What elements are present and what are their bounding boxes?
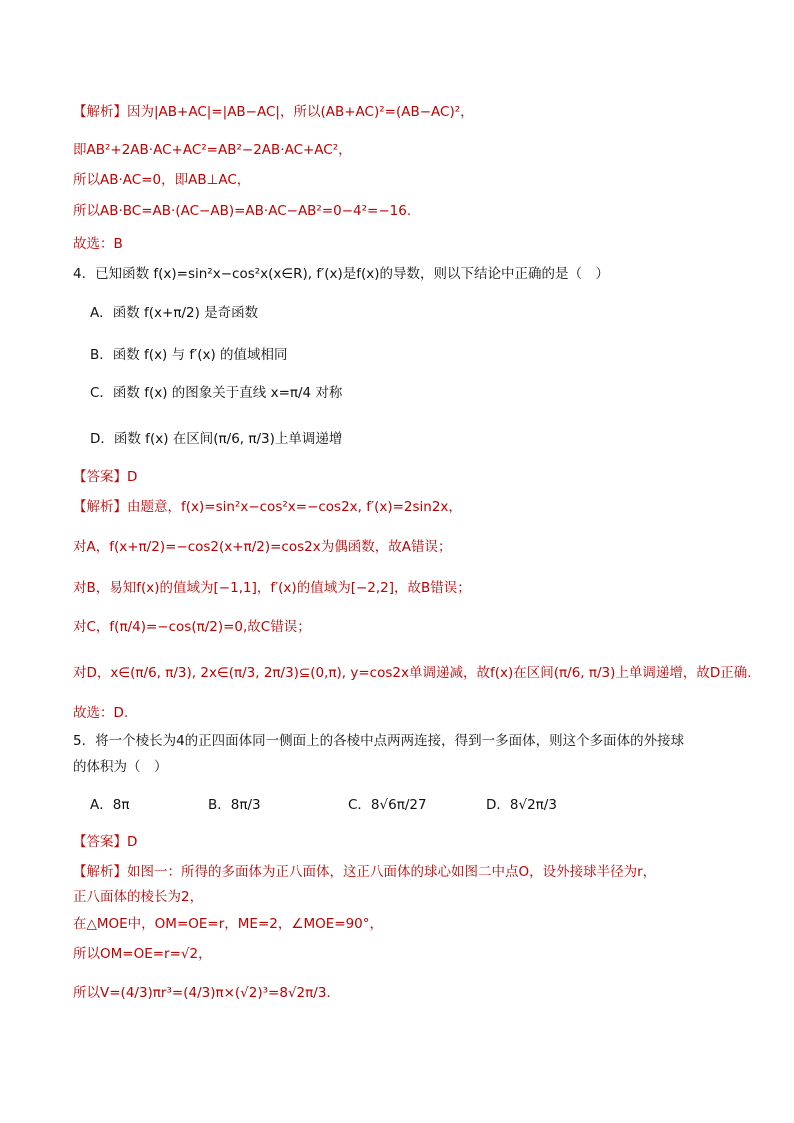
q4-analysis-line-2: 对A，f(x+π/2)=−cos2(x+π/2)=cos2x为偶函数，故A错误； — [73, 539, 452, 555]
analysis-tag: 【解析】 — [73, 499, 127, 515]
q5-analysis-line-2: 正八面体的棱长为2， — [73, 889, 204, 905]
q4-option-c: C．函数 f(x) 的图象关于直线 x=π/4 对称 — [90, 385, 343, 401]
q4-analysis-text-1: 由题意，f(x)=sin²x−cos²x=−cos2x, f′(x)=2sin2x， — [127, 499, 462, 515]
q5-answer-line — [73, 832, 137, 852]
q5-analysis-line-4: 所以OM=OE=r=√2， — [73, 946, 212, 962]
q5-answer: D — [127, 834, 138, 850]
q4-stem: 4．已知函数 f(x)=sin²x−cos²x(x∈R), f′(x)是f(x)的导数，则以下结论中正确的是（ ） — [73, 266, 609, 282]
q5-analysis-line-5: 所以V=(4/3)πr³=(4/3)π×(√2)³=8√2π/3. — [73, 985, 331, 1001]
q4-answer: D — [127, 469, 138, 485]
q5-stem-line-1: 5．将一个棱长为4的正四面体同一侧面上的各棱中点两两连接，得到一多面体，则这个多面体的外接球 — [73, 733, 685, 749]
q3-analysis-line-1 — [73, 102, 474, 122]
q4-analysis-line-1 — [73, 497, 462, 517]
q4-option-a: A．函数 f(x+π/2) 是奇函数 — [90, 305, 259, 321]
q3-analysis-line-2: 即AB²+2AB·AC+AC²=AB²−2AB·AC+AC²， — [73, 142, 352, 158]
q5-analysis-line-1 — [73, 862, 656, 882]
q4-analysis-line-5: 对D，x∈(π/6, π/3), 2x∈(π/3, 2π/3)⊆(0,π), y=cos2x单调递减，故f(x)在区间(π/6, π/3)上单调递增，故D正确. — [73, 665, 752, 681]
q5-stem-line-2: 的体积为（ ） — [73, 759, 168, 775]
q4-analysis-line-4: 对C，f(π/4)=−cos(π/2)=0,故C错误； — [73, 619, 311, 635]
analysis-tag: 【解析】 — [73, 864, 127, 880]
q3-answer-line: 故选：B — [73, 236, 123, 252]
q3-analysis-text-1: 因为|AB+AC|=|AB−AC|，所以(AB+AC)²=(AB−AC)²， — [127, 104, 474, 120]
q4-answer-line — [73, 467, 137, 487]
q5-option-b: B．8π/3 — [208, 797, 261, 813]
q3-analysis-line-3: 所以AB·AC=0，即AB⊥AC， — [73, 172, 251, 188]
q5-option-a: A．8π — [90, 797, 130, 813]
q5-analysis-line-3: 在△MOE中，OM=OE=r，ME=2，∠MOE=90°， — [73, 916, 384, 932]
q5-option-d: D．8√2π/3 — [486, 797, 557, 813]
q4-option-d: D．函数 f(x) 在区间(π/6, π/3)上单调递增 — [90, 431, 343, 447]
q4-option-b: B．函数 f(x) 与 f′(x) 的值域相同 — [90, 347, 288, 363]
q4-analysis-line-3: 对B，易知f(x)的值域为[−1,1]，f′(x)的值域为[−2,2]，故B错误； — [73, 580, 471, 596]
answer-tag: 【答案】 — [73, 834, 127, 850]
analysis-tag: 【解析】 — [73, 104, 127, 120]
q4-answer-conclusion: 故选：D. — [73, 705, 129, 721]
q3-analysis-line-4: 所以AB·BC=AB·(AC−AB)=AB·AC−AB²=0−4²=−16. — [73, 203, 412, 219]
answer-tag: 【答案】 — [73, 469, 127, 485]
q5-analysis-text-1: 如图一：所得的多面体为正八面体，这正八面体的球心如图二中点O，设外接球半径为r， — [127, 864, 657, 880]
q5-option-c: C．8√6π/27 — [348, 797, 427, 813]
